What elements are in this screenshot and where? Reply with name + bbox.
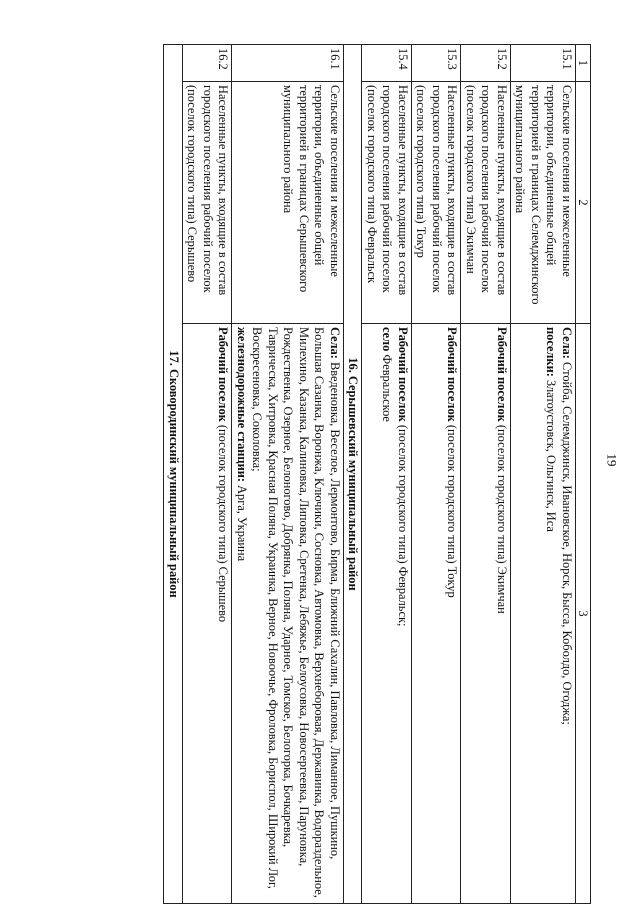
settlement-text: Февральское [380,351,395,422]
table-row [511,45,576,904]
row-description: Сельские поселения и межселенные территории, объединенные общей территорией в границах Селемджинского муниципального района [511,82,576,324]
row-description: Населенные пункты, входящие в состав городского поселения рабочий поселок (поселок городского типа) Экимчан [461,82,511,324]
settlement-label: Рабочий поселок [495,327,509,422]
row-settlements [232,324,344,904]
settlement-text: (поселок городского типа) Февральск; [396,421,410,627]
page-number: 19 [604,453,620,467]
settlement-text: Введеновка, Веселое, Лермонтово, Бирма, Ближний Сахалин, Павловка, Лиманное, Пушкино, Большая Сазанка, Воронжа, Ключики, Сосновка, Автомовка, Верхнеборовая, Державинка, Водораздельное, Милехино, Казанка, Калиновка, Липовка, Сретенка, Лебяжье, Белоусовка, Новосергеевка, Паруновка, Рождественка, Озерное, Белоногово, Добрянка, Поляна, Ударное, Томское, Белогорка, Бочкаревка, Таврическа, Хитровка, Красная Поляна, Украинка, Верное, Новоочье, Фроловка, Бориспол, Широкий Лог, Воскресеновка, Соколовка; [250,327,342,898]
settlement-label: Рабочий поселок [396,327,410,422]
row-number: 15.3 [412,45,462,82]
row-number: 16.1 [232,45,344,82]
section-row [344,45,363,904]
row-number: 15.1 [511,45,576,82]
row-description: Населенные пункты, входящие в состав городского поселения рабочий поселок (поселок городского типа) Февральск [362,82,412,324]
settlement-label: поселки: [544,327,559,377]
settlement-text: Арга, Украина [235,481,249,562]
section-title-17: 17. Сковородинский муниципальный район [164,45,183,904]
settlement-text: (поселок городского типа) Серышево [216,421,231,623]
table-row [183,45,233,904]
row-settlements [183,324,233,904]
row-description: Населенные пункты, входящие в состав городского поселения рабочий поселок (поселок городского типа) Токур [412,82,462,324]
settlement-text: Златоустовск, Ольгинск, Иса [544,376,559,532]
table-row [362,45,412,904]
table-header-row [576,45,591,904]
settlements-table [164,44,592,904]
section-title-16: 16. Серышевский муниципальный район [344,45,363,904]
row-settlements [461,324,511,904]
header-col-2: 2 [576,82,591,324]
row-number: 16.2 [183,45,233,82]
row-settlements [511,324,576,904]
header-col-3: 3 [576,324,591,904]
row-settlements [362,324,412,904]
header-col-1: 1 [576,45,591,82]
settlement-label: Рабочий поселок [445,327,460,422]
table-row [232,45,344,904]
table-row [461,45,511,904]
row-description: Сельские поселения и межселенные территории, объединенные общей территорией в границах Серышевского муниципального района [232,82,344,324]
settlement-label: село [380,327,395,352]
settlement-label: Рабочий поселок [216,327,231,422]
settlement-label: Села: [328,327,342,359]
row-settlements [412,324,462,904]
table-row [412,45,462,904]
row-number: 15.2 [461,45,511,82]
settlement-label: Села: [560,327,574,359]
settlement-text: (поселок городского типа) Экимчан [495,421,509,614]
settlement-label: железнодорожные станции: [235,327,249,482]
rotated-table-container [45,44,591,898]
section-row [164,45,183,904]
row-description: Населенные пункты, входящие в состав городского поселения рабочий поселок (поселок городского типа) Серышево [183,82,233,324]
settlement-text: (поселок городского типа) Токур [445,421,460,598]
settlement-text: Стойба, Селемджинск, Ивановское, Норск, Бысса, Коболдо, Огоджа; [560,358,574,725]
row-number: 15.4 [362,45,412,82]
